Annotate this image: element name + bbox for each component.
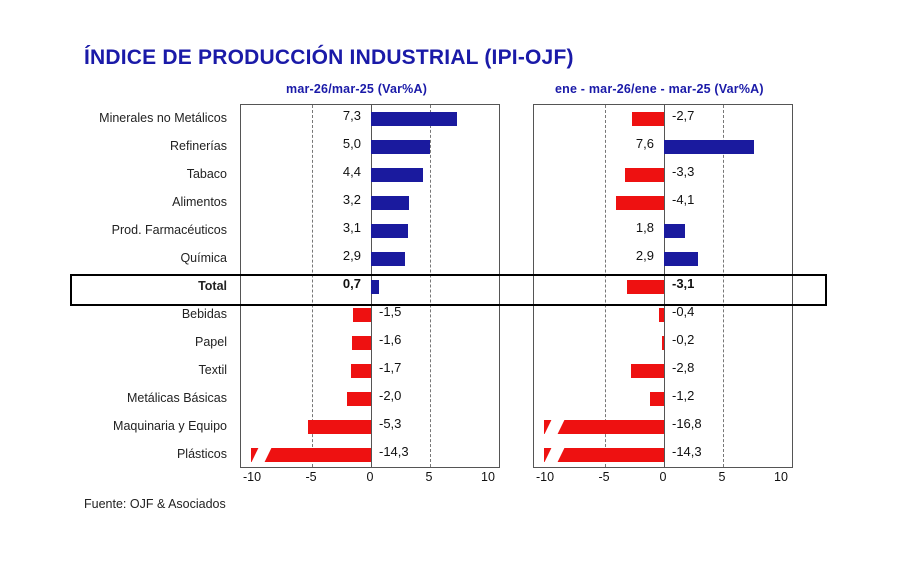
bar bbox=[631, 364, 664, 378]
bar-row bbox=[241, 273, 499, 301]
bar-value-label: -1,7 bbox=[379, 360, 402, 375]
bar-row bbox=[241, 245, 499, 273]
bar-row bbox=[241, 329, 499, 357]
chart-panel-right bbox=[533, 104, 793, 468]
bar bbox=[627, 280, 664, 294]
bar-row bbox=[534, 189, 792, 217]
bar-value-label: -1,5 bbox=[379, 304, 402, 319]
bar-row bbox=[241, 413, 499, 441]
chart-panel-left bbox=[240, 104, 500, 468]
bar-value-label: -0,4 bbox=[672, 304, 695, 319]
axis-break-marker bbox=[543, 445, 566, 465]
category-label: Textil bbox=[198, 363, 227, 377]
x-axis-left bbox=[240, 470, 500, 490]
bar bbox=[347, 392, 371, 406]
bar-value-label: -16,8 bbox=[672, 416, 702, 431]
category-label-list bbox=[70, 104, 235, 468]
bar-value-label: -4,1 bbox=[672, 192, 695, 207]
category-label: Refinerías bbox=[170, 139, 227, 153]
bar-value-label: 7,3 bbox=[342, 108, 361, 123]
bar bbox=[632, 112, 664, 126]
bar bbox=[662, 336, 664, 350]
bar-value-label: 3,1 bbox=[342, 220, 361, 235]
axis-break-marker bbox=[543, 417, 566, 437]
bar bbox=[371, 196, 409, 210]
bar-value-label: -2,8 bbox=[672, 360, 695, 375]
bar-row bbox=[534, 329, 792, 357]
bar-value-label: 0,7 bbox=[342, 276, 361, 291]
bar bbox=[371, 280, 379, 294]
bar bbox=[659, 308, 664, 322]
bar-row bbox=[241, 217, 499, 245]
axis-tick-label: -10 bbox=[535, 470, 555, 484]
bar-value-label: -1,6 bbox=[379, 332, 402, 347]
bar-row bbox=[534, 105, 792, 133]
bar-row bbox=[241, 105, 499, 133]
bar-row bbox=[241, 189, 499, 217]
category-label: Alimentos bbox=[172, 195, 227, 209]
category-label: Minerales no Metálicos bbox=[99, 111, 227, 125]
axis-tick-label: -10 bbox=[242, 470, 262, 484]
axis-tick-label: 5 bbox=[425, 470, 433, 484]
category-label: Tabaco bbox=[186, 167, 227, 181]
bar-value-label: 2,9 bbox=[342, 248, 361, 263]
bar bbox=[650, 392, 664, 406]
bar bbox=[625, 168, 664, 182]
category-label: Metálicas Básicas bbox=[126, 391, 227, 405]
bar bbox=[371, 252, 405, 266]
bar-value-label: -14,3 bbox=[379, 444, 409, 459]
bar-value-label: 2,9 bbox=[635, 248, 654, 263]
bar-row bbox=[241, 301, 499, 329]
plot-area-right bbox=[534, 105, 792, 467]
bar bbox=[351, 364, 371, 378]
axis-tick-label: -5 bbox=[598, 470, 610, 484]
page-title: ÍNDICE DE PRODUCCIÓN INDUSTRIAL (IPI-OJF) bbox=[84, 46, 574, 69]
bar-value-label: -2,0 bbox=[379, 388, 402, 403]
bar-value-label: 4,4 bbox=[342, 164, 361, 179]
bar bbox=[352, 336, 371, 350]
bar-value-label: 7,6 bbox=[635, 136, 654, 151]
bar-row bbox=[241, 133, 499, 161]
bar-value-label: 5,0 bbox=[342, 136, 361, 151]
bar-value-label: -0,2 bbox=[672, 332, 695, 347]
bar-value-label: -14,3 bbox=[672, 444, 702, 459]
bar-row bbox=[534, 133, 792, 161]
bar-value-label: -3,1 bbox=[672, 276, 695, 291]
bar-value-label: -2,7 bbox=[672, 108, 695, 123]
bar bbox=[664, 140, 754, 154]
bar-row bbox=[241, 161, 499, 189]
axis-tick-label: 10 bbox=[774, 470, 788, 484]
bar bbox=[353, 308, 371, 322]
category-label: Total bbox=[198, 279, 227, 293]
plot-area-left bbox=[241, 105, 499, 467]
category-label: Maquinaria y Equipo bbox=[113, 419, 227, 433]
bar-value-label: -3,3 bbox=[672, 164, 695, 179]
bar bbox=[308, 420, 371, 434]
bar-row bbox=[534, 413, 792, 441]
bar-row bbox=[534, 301, 792, 329]
category-label: Papel bbox=[195, 335, 227, 349]
bar bbox=[616, 196, 664, 210]
category-label: Química bbox=[180, 251, 227, 265]
panel-header-right: ene - mar-26/ene - mar-25 (Var%A) bbox=[555, 82, 764, 96]
axis-tick-label: 0 bbox=[366, 470, 374, 484]
bar-row bbox=[534, 245, 792, 273]
bar-row bbox=[534, 441, 792, 469]
bar-row bbox=[534, 273, 792, 301]
bar-row bbox=[241, 441, 499, 469]
bar-row bbox=[534, 357, 792, 385]
x-axis-right bbox=[533, 470, 793, 490]
bar bbox=[371, 140, 430, 154]
bar-value-label: 3,2 bbox=[342, 192, 361, 207]
bar bbox=[251, 448, 371, 462]
axis-tick-label: 10 bbox=[481, 470, 495, 484]
bar-row bbox=[534, 161, 792, 189]
bar bbox=[664, 224, 685, 238]
axis-tick-label: 0 bbox=[659, 470, 667, 484]
bar-row bbox=[241, 385, 499, 413]
source-note: Fuente: OJF & Asociados bbox=[84, 497, 226, 511]
axis-tick-label: -5 bbox=[305, 470, 317, 484]
bar-value-label: -1,2 bbox=[672, 388, 695, 403]
axis-break-marker bbox=[250, 445, 273, 465]
bar bbox=[371, 112, 457, 126]
bar-value-label: -5,3 bbox=[379, 416, 402, 431]
category-label: Plásticos bbox=[176, 447, 227, 461]
bar bbox=[371, 168, 423, 182]
bar-value-label: 1,8 bbox=[635, 220, 654, 235]
panel-header-left: mar-26/mar-25 (Var%A) bbox=[286, 82, 428, 96]
bar-row bbox=[534, 217, 792, 245]
bar bbox=[544, 448, 664, 462]
bar bbox=[544, 420, 664, 434]
axis-tick-label: 5 bbox=[718, 470, 726, 484]
bar bbox=[371, 224, 408, 238]
bar bbox=[664, 252, 698, 266]
category-label: Bebidas bbox=[181, 307, 227, 321]
category-label: Prod. Farmacéuticos bbox=[111, 223, 227, 237]
bar-row bbox=[241, 357, 499, 385]
bar-row bbox=[534, 385, 792, 413]
